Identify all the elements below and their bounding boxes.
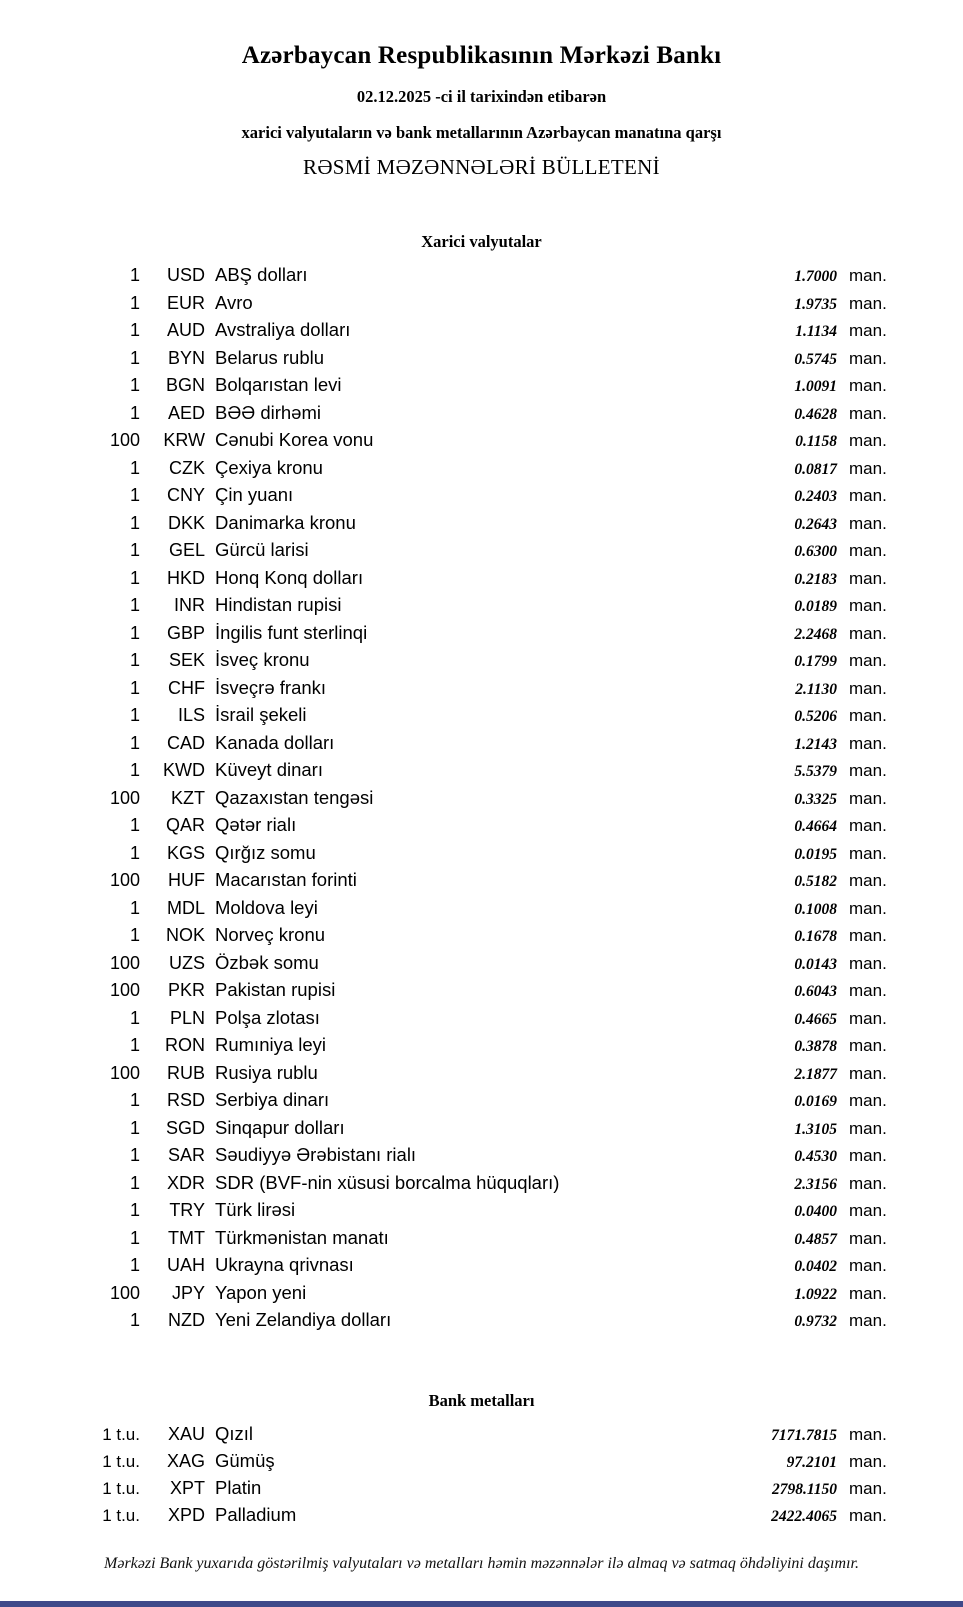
currency-name: Kanada dolları [215,731,335,753]
currency-name: Yapon yeni [215,1281,307,1303]
currency-name: İsveçrə frankı [215,676,327,698]
rate-quantity: 1 [129,1090,140,1110]
rate-quantity: 1 [129,292,140,313]
currency-name: Platin [215,1476,262,1498]
currency-code: MDL [166,897,205,918]
rate-value: 0.1799 [794,653,837,670]
table-row [52,1504,911,1531]
table-row [52,374,911,402]
currency-code: SAR [167,1145,205,1165]
table-row [52,952,911,980]
table-row [52,622,911,650]
rate-value: 1.2143 [794,735,837,753]
table-row [52,402,911,430]
rate-unit: man. [849,1146,887,1165]
currency-name: Norveç kronu [215,924,326,945]
currency-name: Qırğız somu [215,841,316,863]
currency-code: PLN [169,1007,205,1028]
rate-value: 0.6300 [794,543,837,560]
rate-unit: man. [849,898,887,918]
rate-value: 0.3878 [794,1038,837,1055]
rate-quantity: 1 [129,815,140,835]
currency-code: KWD [163,760,205,780]
rate-value: 0.0402 [794,1258,837,1275]
rate-value: 0.5745 [794,350,837,368]
currency-name: İsrail şekeli [215,704,307,725]
rate-value: 1.1134 [795,323,837,340]
table-row [52,457,911,485]
rate-unit: man. [849,733,887,753]
currency-name: Bolqarıstan levi [215,374,342,395]
rate-value: 2.2468 [794,625,837,643]
currency-code: ILS [177,705,205,725]
currency-name: SDR (BVF-nin xüsusi borcalma hüquqları) [215,1171,560,1193]
table-row [52,1254,911,1282]
currency-code: RON [165,1035,205,1055]
rate-unit: man. [849,1256,887,1275]
currency-name: Sinqapur dolları [215,1116,345,1138]
currency-name: Serbiya dinarı [215,1089,330,1110]
rate-unit: man. [849,596,887,615]
currency-name: Palladium [215,1503,297,1525]
rate-value: 2422.4065 [771,1507,837,1525]
rate-quantity: 1 [129,1227,140,1248]
rate-quantity: 1 [129,1172,140,1193]
currency-code: XDR [166,1172,205,1193]
rate-unit: man. [849,788,887,808]
currency-code: TRY [169,1200,205,1220]
table-row [52,787,911,815]
currency-code: XAU [167,1423,205,1444]
rate-unit: man. [849,431,887,450]
table-row [52,347,911,375]
currency-name: Qızıl [215,1422,254,1444]
rate-unit: man. [849,348,887,368]
table-row [52,759,911,787]
rate-quantity: 100 [109,980,140,1000]
currency-code: KRW [163,430,205,450]
table-row [52,677,911,705]
currency-name: Rumıniya leyi [215,1034,327,1055]
currency-code: RUB [166,1062,205,1083]
rate-quantity: 1 [129,320,140,340]
rate-value: 0.4628 [794,405,837,423]
rate-unit: man. [849,568,887,588]
rate-unit: man. [849,623,887,643]
rate-value: 0.5206 [794,708,837,725]
table-row [52,1172,911,1200]
rate-value: 2.1877 [794,1065,837,1083]
rate-quantity: 100 [109,870,140,890]
currency-code: CAD [166,732,205,753]
rate-unit: man. [849,1118,887,1138]
currency-code: INR [174,595,205,615]
currency-code: HUF [168,870,205,890]
currency-name: Çin yuanı [215,484,294,505]
currency-code: KGS [166,842,205,863]
currency-code: NOK [165,925,205,945]
currency-code: USD [166,265,205,285]
rate-value: 0.4664 [794,818,837,835]
currency-name: Moldova leyi [215,896,318,918]
rate-value: 0.4530 [794,1148,837,1165]
rate-quantity: 1 [129,1255,140,1275]
currency-code: RSD [166,1090,205,1110]
currency-name: Gümüş [215,1449,275,1471]
currency-name: Səudiyyə Ərəbistanı rialı [215,1144,417,1165]
table-row [52,567,911,595]
rate-quantity: 1 [129,1117,140,1138]
currency-code: HKD [166,567,205,588]
table-row [52,842,911,870]
rate-value: 0.2403 [794,488,837,505]
rate-value: 0.4665 [794,1010,837,1028]
rate-unit: man. [849,1201,887,1220]
document-header [52,42,911,180]
rate-unit: man. [849,513,887,533]
currency-code: NZD [168,1310,205,1330]
effective-date-line: 02.12.2025 -ci il tarixindən etibarən [356,87,607,106]
rate-unit: man. [849,293,887,313]
table-row [52,484,911,512]
table-row [52,1423,911,1450]
currency-name: Polşa zlotası [215,1006,320,1028]
table-row [52,1089,911,1117]
currency-name: ABŞ dolları [215,264,308,285]
table-row [52,1144,911,1172]
currencies-section-title: Xarici valyutalar [421,232,542,251]
currency-code: XPT [169,1477,205,1498]
rate-unit: man. [849,706,887,725]
rate-unit: man. [849,1505,887,1525]
rate-quantity: 1 [129,485,140,505]
rate-value: 2.3156 [794,1175,837,1193]
rate-quantity: 100 [109,952,140,973]
rate-unit: man. [849,321,887,340]
rate-unit: man. [849,1173,887,1193]
currency-name: Macarıstan forinti [215,869,357,890]
table-row [52,1309,911,1337]
currency-code: GEL [168,540,205,560]
table-row [52,1282,911,1310]
currency-name: Rusiya rublu [215,1061,318,1083]
table-row [52,512,911,540]
currency-code: BGN [165,375,205,395]
rate-quantity: 1 [129,622,140,643]
rate-unit: man. [849,678,887,698]
table-row [52,814,911,842]
rate-quantity: 1 [129,842,140,863]
table-row [52,1007,911,1035]
table-row [52,869,911,897]
currency-code: XPD [167,1504,205,1525]
rate-unit: man. [849,1311,887,1330]
currency-name: Türkmənistan manatı [215,1226,389,1248]
currency-name: BƏƏ dirhəmi [215,401,321,423]
table-row [52,704,911,732]
rate-unit: man. [849,953,887,973]
rate-value: 1.0922 [794,1285,837,1303]
rate-unit: man. [849,1063,887,1083]
table-row [52,897,911,925]
rate-value: 5.5379 [794,763,837,780]
rate-unit: man. [849,266,887,285]
rate-unit: man. [849,376,887,395]
currency-rates-table [52,264,911,1337]
bulletin-title: RƏSMİ MƏZƏNNƏLƏRİ BÜLLETENİ [303,155,660,179]
rate-value: 0.0400 [794,1203,837,1220]
rate-value: 0.2183 [794,570,837,588]
currency-name: Avstraliya dolları [215,319,351,340]
rate-quantity: 1 [129,595,140,615]
rate-unit: man. [849,486,887,505]
rate-value: 2.1130 [795,680,837,698]
rate-quantity: 1 [129,677,140,698]
rate-quantity: 1 [129,1200,140,1220]
rate-value: 0.1158 [795,433,837,450]
currency-code: EUR [166,292,205,313]
rate-value: 0.6043 [794,983,837,1000]
table-row [52,1034,911,1062]
table-row [52,429,911,457]
rate-quantity: 1 [129,567,140,588]
rate-unit: man. [849,651,887,670]
subject-line: xarici valyutaların və bank metallarının Azərbaycan manatına qarşı [241,123,722,142]
rate-value: 97.2101 [786,1453,837,1471]
rate-value: 0.1678 [794,928,837,945]
rate-value: 1.9735 [794,295,837,313]
currency-name: Belarus rublu [215,346,325,368]
rate-unit: man. [849,1424,887,1444]
table-row [52,1450,911,1477]
rate-quantity: 1 [129,512,140,533]
currency-code: SGD [165,1117,205,1138]
rate-value: 0.3325 [794,790,837,808]
rate-quantity: 100 [109,1282,140,1303]
rate-quantity: 100 [109,430,140,450]
rate-unit: man. [849,981,887,1000]
currency-name: Hindistan rupisi [215,594,342,615]
rate-value: 0.0189 [794,598,837,615]
currency-code: QAR [165,815,205,835]
footer-note: Mərkəzi Bank yuxarıda göstərilmiş valyutaları və metalları həmin məzənnələr ilə almaq və satmaq öhdəliyini daşımır. [104,1555,859,1572]
table-row [52,1477,911,1504]
rate-unit: man. [849,1228,887,1248]
rate-value: 0.0195 [794,845,837,863]
rate-value: 1.3105 [794,1120,837,1138]
currency-code: SEK [168,650,205,670]
currency-code: GBP [166,622,205,643]
rate-value: 0.4857 [794,1230,837,1248]
rate-quantity: 1 [129,925,140,945]
rate-unit: man. [849,1478,887,1498]
currency-code: UAH [166,1255,205,1275]
currency-code: UZS [169,952,205,973]
currency-code: KZT [171,787,205,808]
rate-value: 0.1008 [794,900,837,918]
rate-value: 0.0817 [794,460,837,478]
table-row [52,732,911,760]
currency-code: AUD [166,320,205,340]
rate-unit: man. [849,1091,887,1110]
table-row [52,1227,911,1255]
currency-name: Honq Konq dolları [215,566,364,588]
table-row [52,539,911,567]
rate-quantity: 1 [129,457,140,478]
rate-quantity: 100 [109,1062,140,1083]
metals-section-title: Bank metalları [428,1390,535,1410]
rate-unit: man. [849,1008,887,1028]
rate-quantity: 1 t.u. [102,1505,140,1525]
currency-name: Ukrayna qrivnası [215,1254,354,1275]
currency-name: Türk lirəsi [215,1199,296,1220]
table-row [52,319,911,347]
rate-value: 0.9732 [794,1313,837,1330]
rate-quantity: 1 [129,375,140,395]
rate-quantity: 1 t.u. [102,1424,140,1444]
rate-quantity: 1 [129,897,140,918]
currency-name: İngilis funt sterlinqi [215,621,368,643]
currency-code: AED [167,402,205,423]
rate-value: 1.0091 [794,378,837,395]
rate-unit: man. [849,1451,887,1471]
rate-quantity: 1 t.u. [102,1478,140,1498]
rate-value: 0.2643 [794,515,837,533]
table-row [52,924,911,952]
rate-quantity: 1 [129,1310,140,1330]
rate-unit: man. [849,403,887,423]
currency-code: TMT [168,1227,205,1248]
rate-unit: man. [849,761,887,780]
currency-name: Özbək somu [215,951,319,973]
rate-unit: man. [849,458,887,478]
currency-name: İsveç kronu [215,649,310,670]
currency-name: Küveyt dinarı [215,759,323,780]
currency-code: DKK [167,512,205,533]
table-row [52,594,911,622]
rate-quantity: 1 [129,402,140,423]
rate-quantity: 1 [129,265,140,285]
rate-quantity: 1 [129,1035,140,1055]
table-row [52,1062,911,1090]
table-row [52,979,911,1007]
currency-name: Danimarka kronu [215,511,356,533]
rate-quantity: 100 [109,787,140,808]
bank-title: Azərbaycan Respublikasının Mərkəzi Bankı [241,42,722,69]
currency-name: Qazaxıstan tengəsi [215,786,374,808]
currency-name: Pakistan rupisi [215,979,336,1000]
bottom-rule [0,1601,963,1607]
table-row [52,1117,911,1145]
currency-name: Çexiya kronu [215,456,323,478]
rate-quantity: 1 [129,1007,140,1028]
rate-quantity: 1 [129,540,140,560]
rate-value: 0.0169 [794,1093,837,1110]
rate-quantity: 1 [129,732,140,753]
currency-code: CNY [166,485,205,505]
currency-name: Yeni Zelandiya dolları [215,1309,392,1330]
rate-quantity: 1 [129,760,140,780]
currency-name: Cənubi Korea vonu [215,429,374,450]
rate-unit: man. [849,871,887,890]
rate-unit: man. [849,541,887,560]
currency-code: CZK [169,457,205,478]
rate-value: 2798.1150 [771,1480,837,1498]
currency-name: Gürcü larisi [215,539,309,560]
currency-code: PKR [167,980,205,1000]
currency-name: Avro [215,291,253,313]
rate-value: 0.5182 [794,873,837,890]
currency-code: XAG [166,1450,205,1471]
rate-quantity: 1 t.u. [102,1451,140,1471]
rate-quantity: 1 [129,347,140,368]
rate-quantity: 1 [129,705,140,725]
rate-quantity: 1 [129,1145,140,1165]
metal-rates-table [52,1423,911,1531]
rate-value: 0.0143 [794,955,837,973]
rate-unit: man. [849,816,887,835]
currency-code: CHF [168,677,205,698]
table-row [52,264,911,292]
table-row [52,1199,911,1227]
rate-unit: man. [849,843,887,863]
currency-code: BYN [167,347,205,368]
rate-unit: man. [849,1036,887,1055]
rate-value: 1.7000 [794,268,837,285]
rate-unit: man. [849,926,887,945]
currency-code: JPY [171,1282,205,1303]
rate-value: 7171.7815 [771,1426,837,1444]
rate-quantity: 1 [129,650,140,670]
rate-unit: man. [849,1283,887,1303]
currency-name: Qətər rialı [215,814,297,835]
table-row [52,649,911,677]
table-row [52,292,911,320]
